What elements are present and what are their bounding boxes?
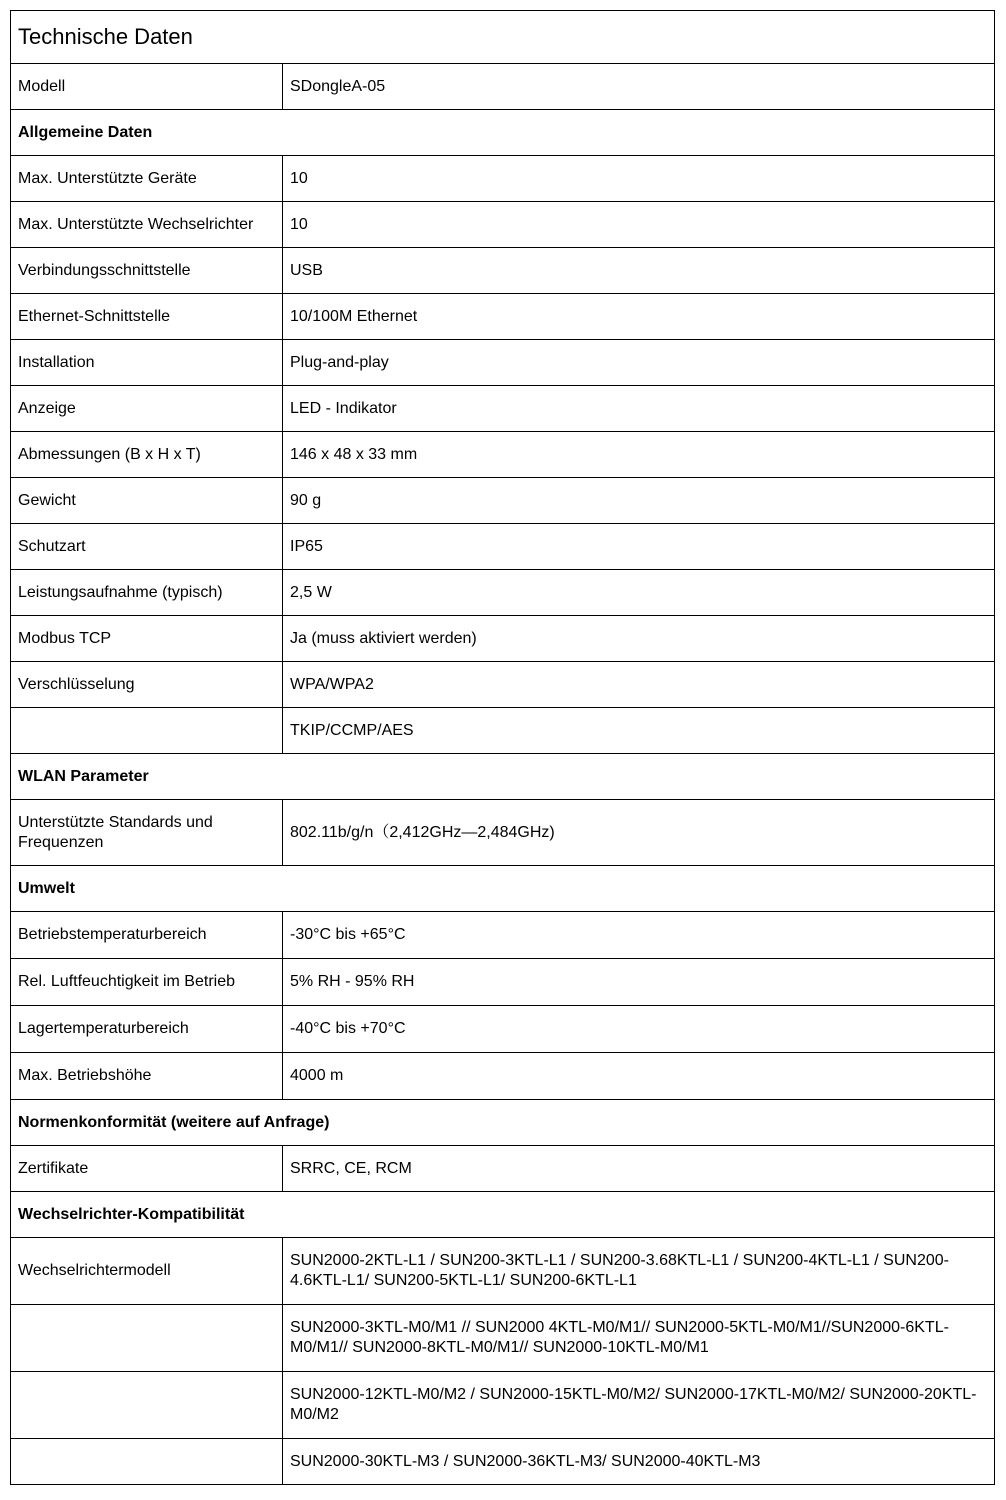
row-value: 10 xyxy=(283,202,995,248)
row-value: SRRC, CE, RCM xyxy=(283,1146,995,1192)
row-label: Lagertemperaturbereich xyxy=(11,1006,283,1053)
row-label: Verbindungsschnittstelle xyxy=(11,248,283,294)
section-header: Umwelt xyxy=(11,866,995,912)
table-row xyxy=(11,1146,995,1192)
row-label xyxy=(11,1439,283,1485)
row-label: Modbus TCP xyxy=(11,616,283,662)
table-row xyxy=(11,202,995,248)
table-row xyxy=(11,156,995,202)
row-value: 5% RH - 95% RH xyxy=(283,959,995,1006)
row-label: Ethernet-Schnittstelle xyxy=(11,294,283,340)
row-label: Wechselrichtermodell xyxy=(11,1238,283,1305)
table-row xyxy=(11,1238,995,1305)
spec-table xyxy=(10,10,995,1485)
row-label: Leistungsaufnahme (typisch) xyxy=(11,570,283,616)
table-row xyxy=(11,1053,995,1100)
row-value: 802.11b/g/n（2,412GHz—2,484GHz) xyxy=(283,800,995,866)
row-value: -40°C bis +70°C xyxy=(283,1006,995,1053)
row-value: WPA/WPA2 xyxy=(283,662,995,708)
table-row xyxy=(11,478,995,524)
table-row xyxy=(11,1439,995,1485)
row-label xyxy=(11,1372,283,1439)
row-label: Gewicht xyxy=(11,478,283,524)
row-value: TKIP/CCMP/AES xyxy=(283,708,995,754)
row-label: Anzeige xyxy=(11,386,283,432)
table-row xyxy=(11,294,995,340)
table-row xyxy=(11,616,995,662)
row-label: Verschlüsselung xyxy=(11,662,283,708)
row-label: Modell xyxy=(11,64,283,110)
table-row xyxy=(11,570,995,616)
section-header-row xyxy=(11,110,995,156)
section-header-row xyxy=(11,866,995,912)
row-value: -30°C bis +65°C xyxy=(283,912,995,959)
table-row xyxy=(11,708,995,754)
table-row xyxy=(11,248,995,294)
section-header-row xyxy=(11,754,995,800)
row-value: IP65 xyxy=(283,524,995,570)
section-header-row xyxy=(11,1100,995,1146)
row-value: SUN2000-2KTL-L1 / SUN200-3KTL-L1 / SUN200-3.68KTL-L1 / SUN200-4KTL-L1 / SUN200-4.6KTL-L1/ SUN200-5KTL-L1/ SUN200-6KTL-L1 xyxy=(283,1238,995,1305)
table-row xyxy=(11,959,995,1006)
row-value: Ja (muss aktiviert werden) xyxy=(283,616,995,662)
table-row xyxy=(11,800,995,866)
row-value: 146 x 48 x 33 mm xyxy=(283,432,995,478)
section-header-row xyxy=(11,1192,995,1238)
row-label: Max. Unterstützte Wechselrichter xyxy=(11,202,283,248)
table-row xyxy=(11,432,995,478)
table-row xyxy=(11,340,995,386)
row-value: USB xyxy=(283,248,995,294)
row-label: Betriebstemperaturbereich xyxy=(11,912,283,959)
table-row xyxy=(11,524,995,570)
table-row xyxy=(11,662,995,708)
row-label xyxy=(11,708,283,754)
row-label: Installation xyxy=(11,340,283,386)
row-label xyxy=(11,1305,283,1372)
table-row xyxy=(11,1372,995,1439)
table-row xyxy=(11,912,995,959)
row-value: SDongleA-05 xyxy=(283,64,995,110)
row-value: SUN2000-12KTL-M0/M2 / SUN2000-15KTL-M0/M2/ SUN2000-17KTL-M0/M2/ SUN2000-20KTL-M0/M2 xyxy=(283,1372,995,1439)
row-label: Max. Betriebshöhe xyxy=(11,1053,283,1100)
row-label: Max. Unterstützte Geräte xyxy=(11,156,283,202)
row-value: 4000 m xyxy=(283,1053,995,1100)
table-row xyxy=(11,1006,995,1053)
row-label: Abmessungen (B x H x T) xyxy=(11,432,283,478)
row-label: Schutzart xyxy=(11,524,283,570)
section-header: Allgemeine Daten xyxy=(11,110,995,156)
row-label: Zertifikate xyxy=(11,1146,283,1192)
spec-sheet xyxy=(10,10,994,1485)
title-row xyxy=(11,11,995,64)
row-label: Rel. Luftfeuchtigkeit im Betrieb xyxy=(11,959,283,1006)
section-header: Wechselrichter-Kompatibilität xyxy=(11,1192,995,1238)
table-title: Technische Daten xyxy=(11,11,995,64)
table-row xyxy=(11,64,995,110)
row-value: 90 g xyxy=(283,478,995,524)
row-label: Unterstützte Standards und Frequenzen xyxy=(11,800,283,866)
row-value: SUN2000-30KTL-M3 / SUN2000-36KTL-M3/ SUN2000-40KTL-M3 xyxy=(283,1439,995,1485)
section-header: WLAN Parameter xyxy=(11,754,995,800)
row-value: 2,5 W xyxy=(283,570,995,616)
section-header: Normenkonformität (weitere auf Anfrage) xyxy=(11,1100,995,1146)
row-value: 10 xyxy=(283,156,995,202)
row-value: LED - Indikator xyxy=(283,386,995,432)
table-row xyxy=(11,1305,995,1372)
row-value: Plug-and-play xyxy=(283,340,995,386)
table-row xyxy=(11,386,995,432)
row-value: SUN2000-3KTL-M0/M1 // SUN2000 4KTL-M0/M1// SUN2000-5KTL-M0/M1//SUN2000-6KTL-M0/M1// SUN2000-8KTL-M0/M1// SUN2000-10KTL-M0/M1 xyxy=(283,1305,995,1372)
row-value: 10/100M Ethernet xyxy=(283,294,995,340)
